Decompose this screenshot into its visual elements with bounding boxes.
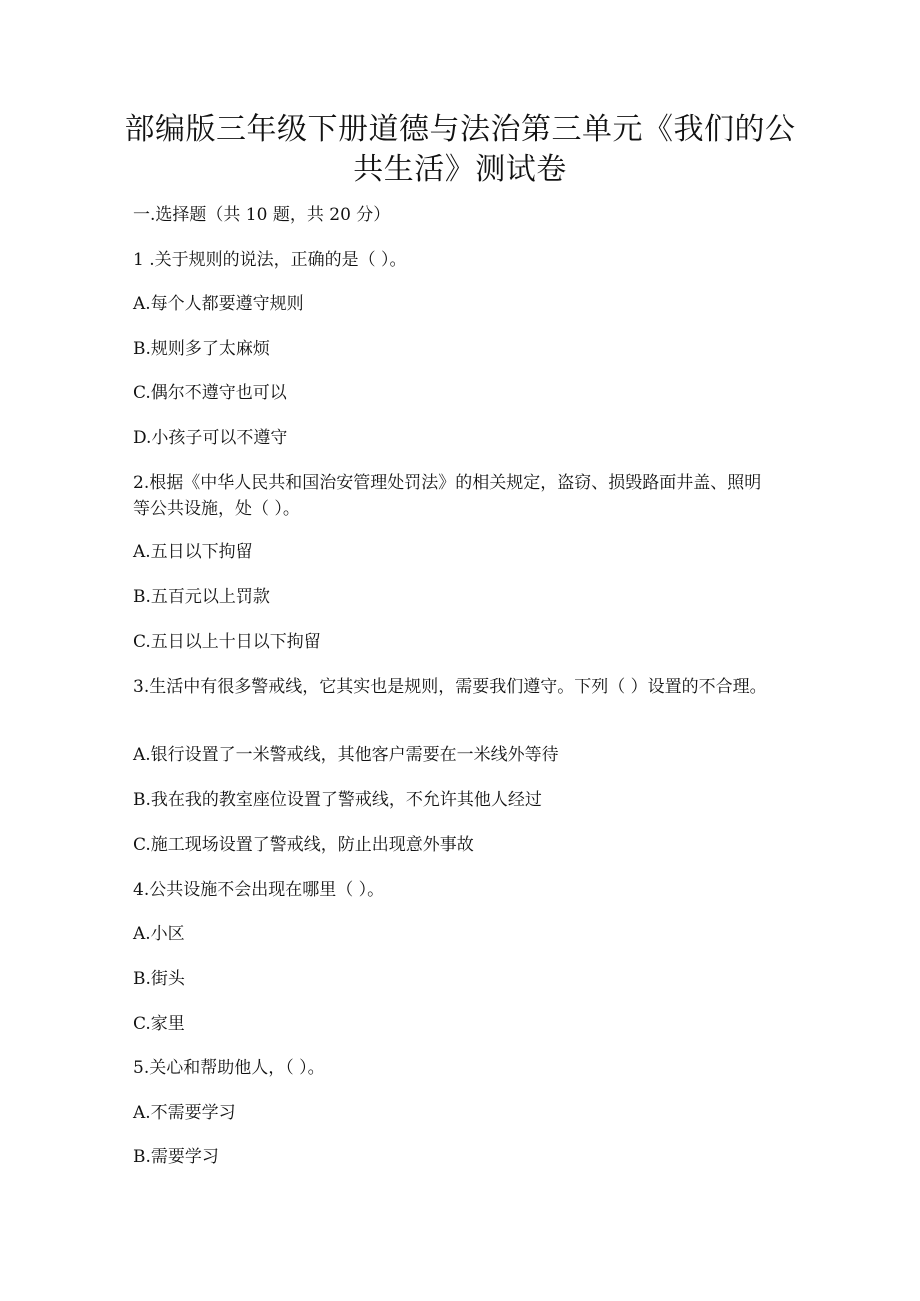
answer-option: A.银行设置了一米警戒线，其他客户需要在一米线外等待 [133,745,559,765]
question-stem: 4.公共设施不会出现在哪里（ ）。 [133,880,385,900]
section-heading: 一.选择题（共 10 题，共 20 分） [133,205,391,225]
answer-option: B.规则多了太麻烦 [133,339,270,359]
question-stem: 5.关心和帮助他人，（ ）。 [133,1058,325,1078]
question-stem: 1 .关于规则的说法，正确的是（ ）。 [133,250,407,270]
answer-option: A.不需要学习 [133,1103,236,1123]
question-stem: 3.生活中有很多警戒线，它其实也是规则，需要我们遵守。下列（ ）设置的不合理。 [133,677,767,697]
answer-option: B.街头 [133,969,185,989]
answer-option: C.偶尔不遵守也可以 [133,383,287,403]
answer-option: A.小区 [133,924,185,944]
answer-option: B.需要学习 [133,1147,219,1167]
question-stem: 2.根据《中华人民共和国治安管理处罚法》的相关规定，盗窃、损毁路面井盖、照明等公共设施，处（ ）。 [133,473,762,519]
page-title: 部编版三年级下册道德与法治第三单元《我们的公共生活》测试卷 [124,112,796,187]
answer-option: C.施工现场设置了警戒线，防止出现意外事故 [133,835,474,855]
answer-option: B.五百元以上罚款 [133,587,270,607]
answer-option: B.我在我的教室座位设置了警戒线，不允许其他人经过 [133,790,542,810]
answer-option: C.五日以上十日以下拘留 [133,632,321,652]
answer-option: D.小孩子可以不遵守 [133,428,288,448]
answer-option: A.五日以下拘留 [133,542,253,562]
answer-option: A.每个人都要遵守规则 [133,294,304,314]
answer-option: C.家里 [133,1014,185,1034]
